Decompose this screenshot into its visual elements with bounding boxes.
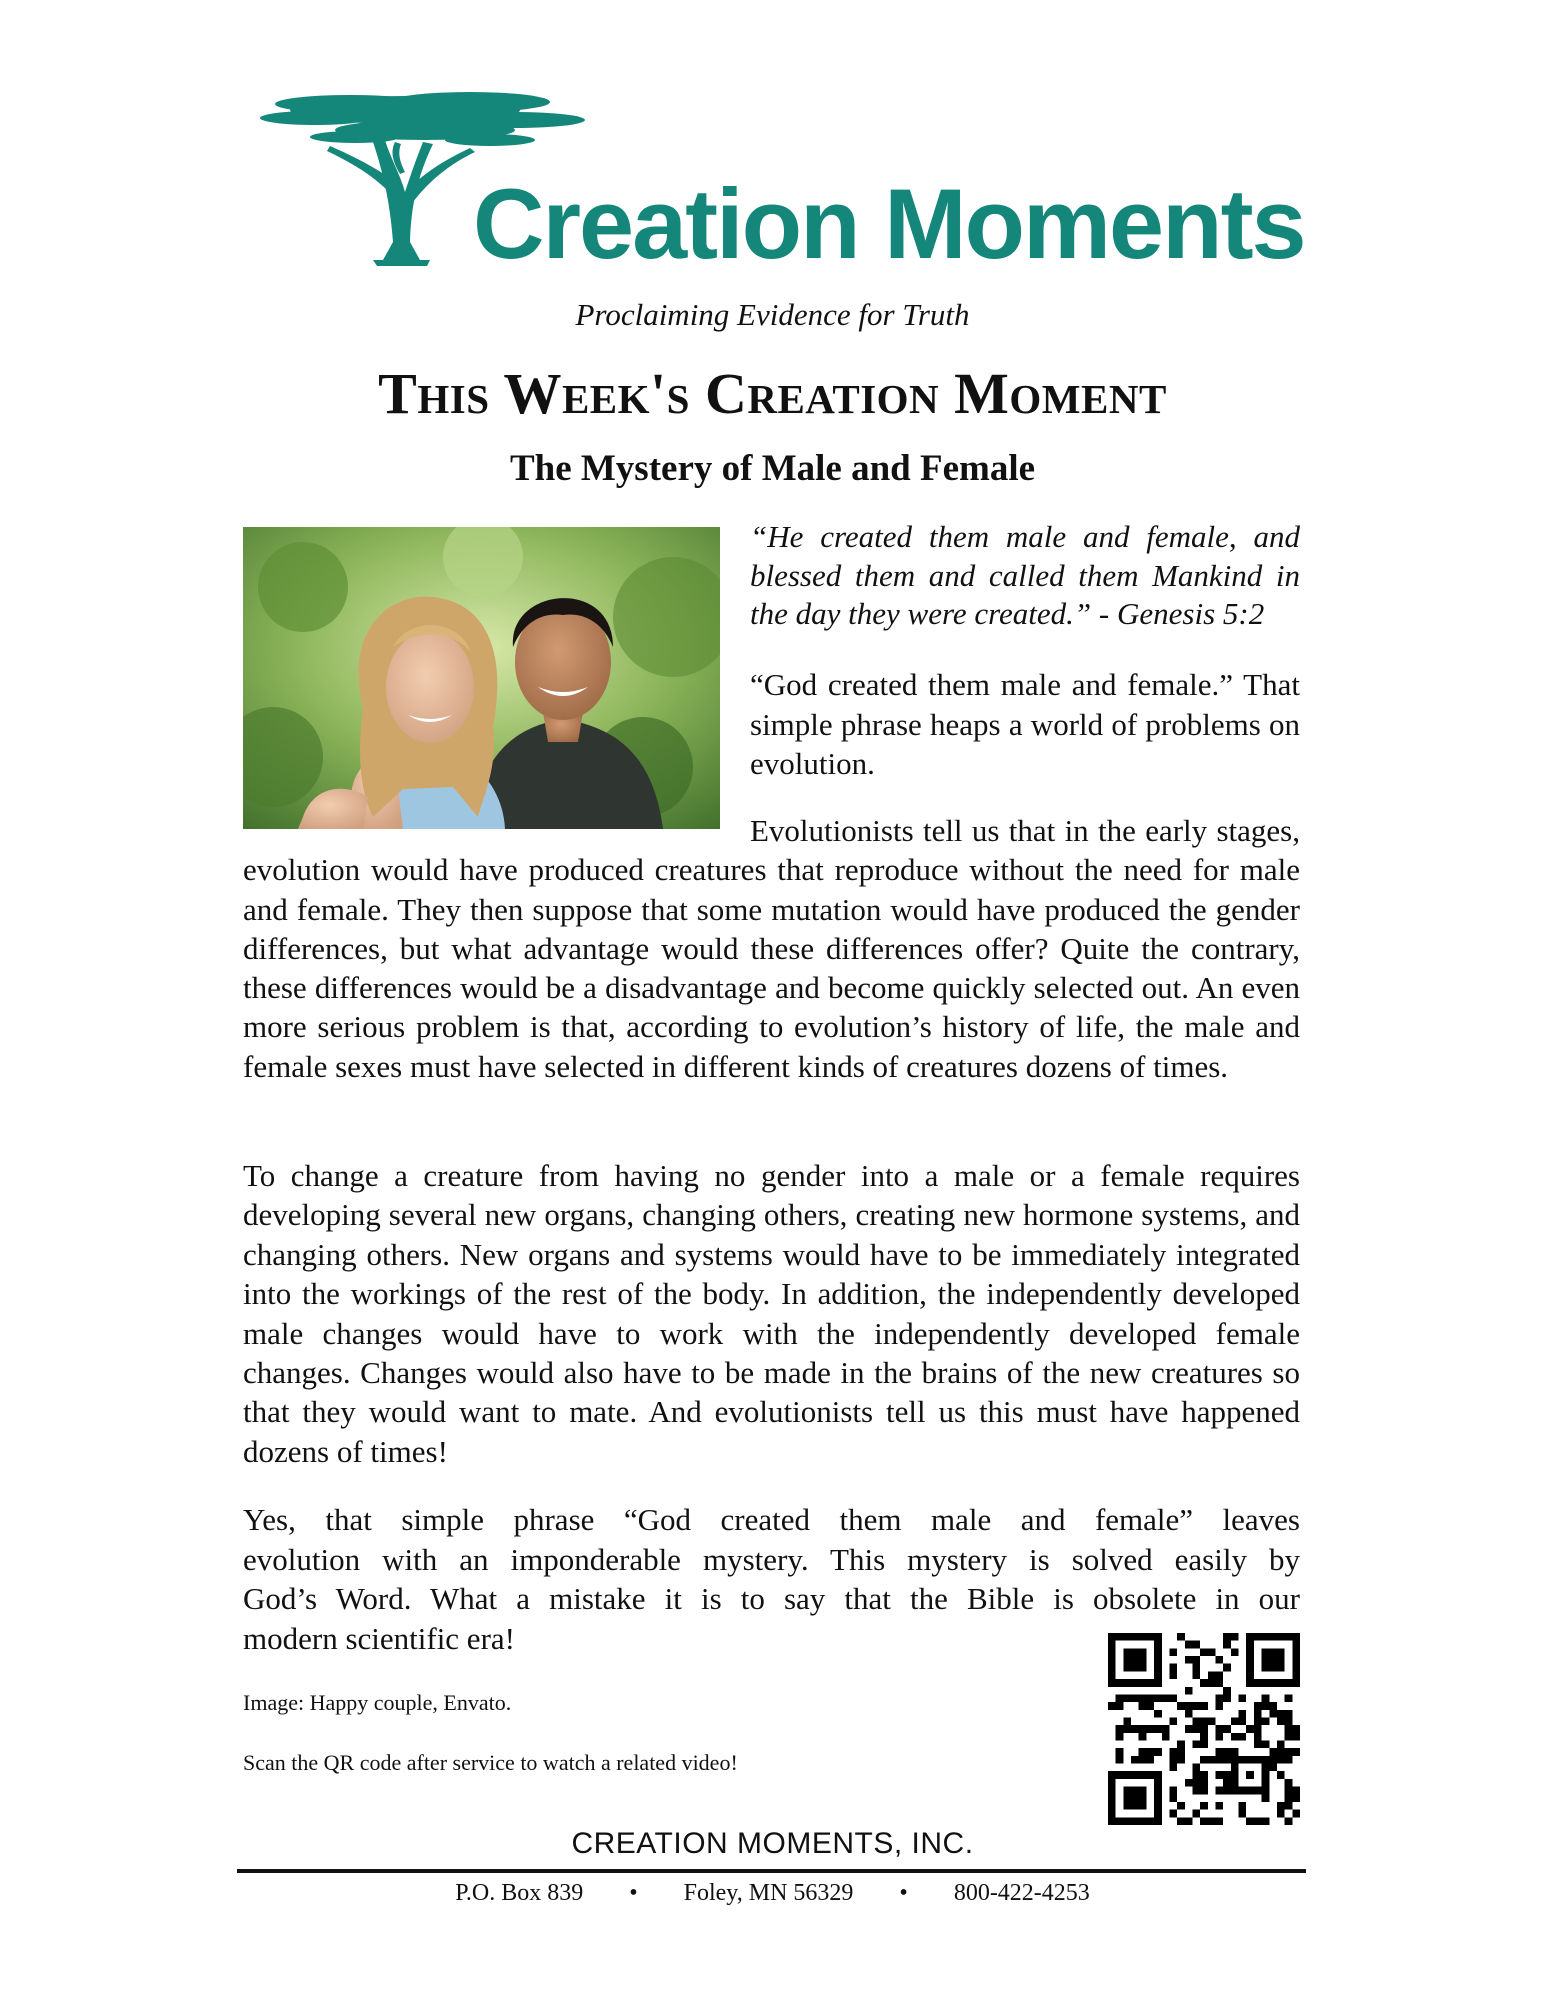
paragraph-3: To change a creature from having no gender into a male or a female requires developing several new organs, changing others, creating new hormone systems, and changing others. New organs and systems would have to be immediately integrated into the workings of the rest of the body. In addition, the independently developed male changes would have to work with the independently developed female changes. Changes would also have to be made in the brains of the new creatures so that they would want to mate. And evolutionists tell us this must have happened dozens of times!: [243, 1158, 1300, 1469]
paragraph-4-line: modern scientific era!: [243, 1620, 515, 1656]
paragraph-2-text: Evolutionists tell us that in the early stages, evolution would have produced creatures that reproduce without the need for male and female. They then suppose that some mutation would have produced the gender differences, but what advantage would these differences offer? Quite the contrary, these differences would be a disadvantage and become quickly selected out. An even more serious problem is that, according to evolution’s history of life, the male and female sexes must have selected in different kinds of creatures dozens of times.: [243, 813, 1300, 1084]
phone-number: 800-422-4253: [953, 1880, 1090, 1906]
paragraph-4-line: God’s Word. What a mistake it is to say that the Bible is obsolete in our: [243, 1581, 1300, 1616]
tagline: Proclaiming Evidence for Truth: [575, 297, 970, 332]
separator-bullet: •: [899, 1880, 908, 1906]
article-title: The Mystery of Male and Female: [509, 448, 1036, 489]
footer-divider: [237, 1869, 1306, 1873]
city-address: Foley, MN 56329: [683, 1880, 854, 1906]
paragraph-4-line: Yes, that simple phrase “God created them male and female” leaves: [243, 1502, 1300, 1537]
happy-couple-photo: [243, 527, 720, 829]
company-name: CREATION MOMENTS, INC.: [571, 1827, 974, 1860]
contact-info: [0, 1880, 1545, 1907]
paragraph-1: “God created them male and female.” That simple phrase heaps a world of problems on evolution.: [750, 667, 1300, 781]
brand-name: Creation Moments: [473, 168, 1305, 279]
scripture-verse: “He created them male and female, and blessed them and called them Mankind in the day they were created.” - Genesis 5:2: [750, 519, 1300, 631]
paragraph-2: [243, 811, 1300, 1086]
separator-bullet: •: [629, 1880, 638, 1906]
paragraph-4-line: evolution with an imponderable mystery. This mystery is solved easily by: [243, 1541, 1300, 1577]
image-credit: Image: Happy couple, Envato.: [243, 1690, 512, 1715]
qr-instructions: Scan the QR code after service to watch a related video!: [243, 1750, 738, 1775]
qr-code-icon[interactable]: [1108, 1633, 1300, 1825]
po-box: P.O. Box 839: [455, 1880, 584, 1906]
creation-moments-logo: [255, 82, 1305, 279]
page-title: This Week's Creation Moment: [378, 361, 1167, 426]
